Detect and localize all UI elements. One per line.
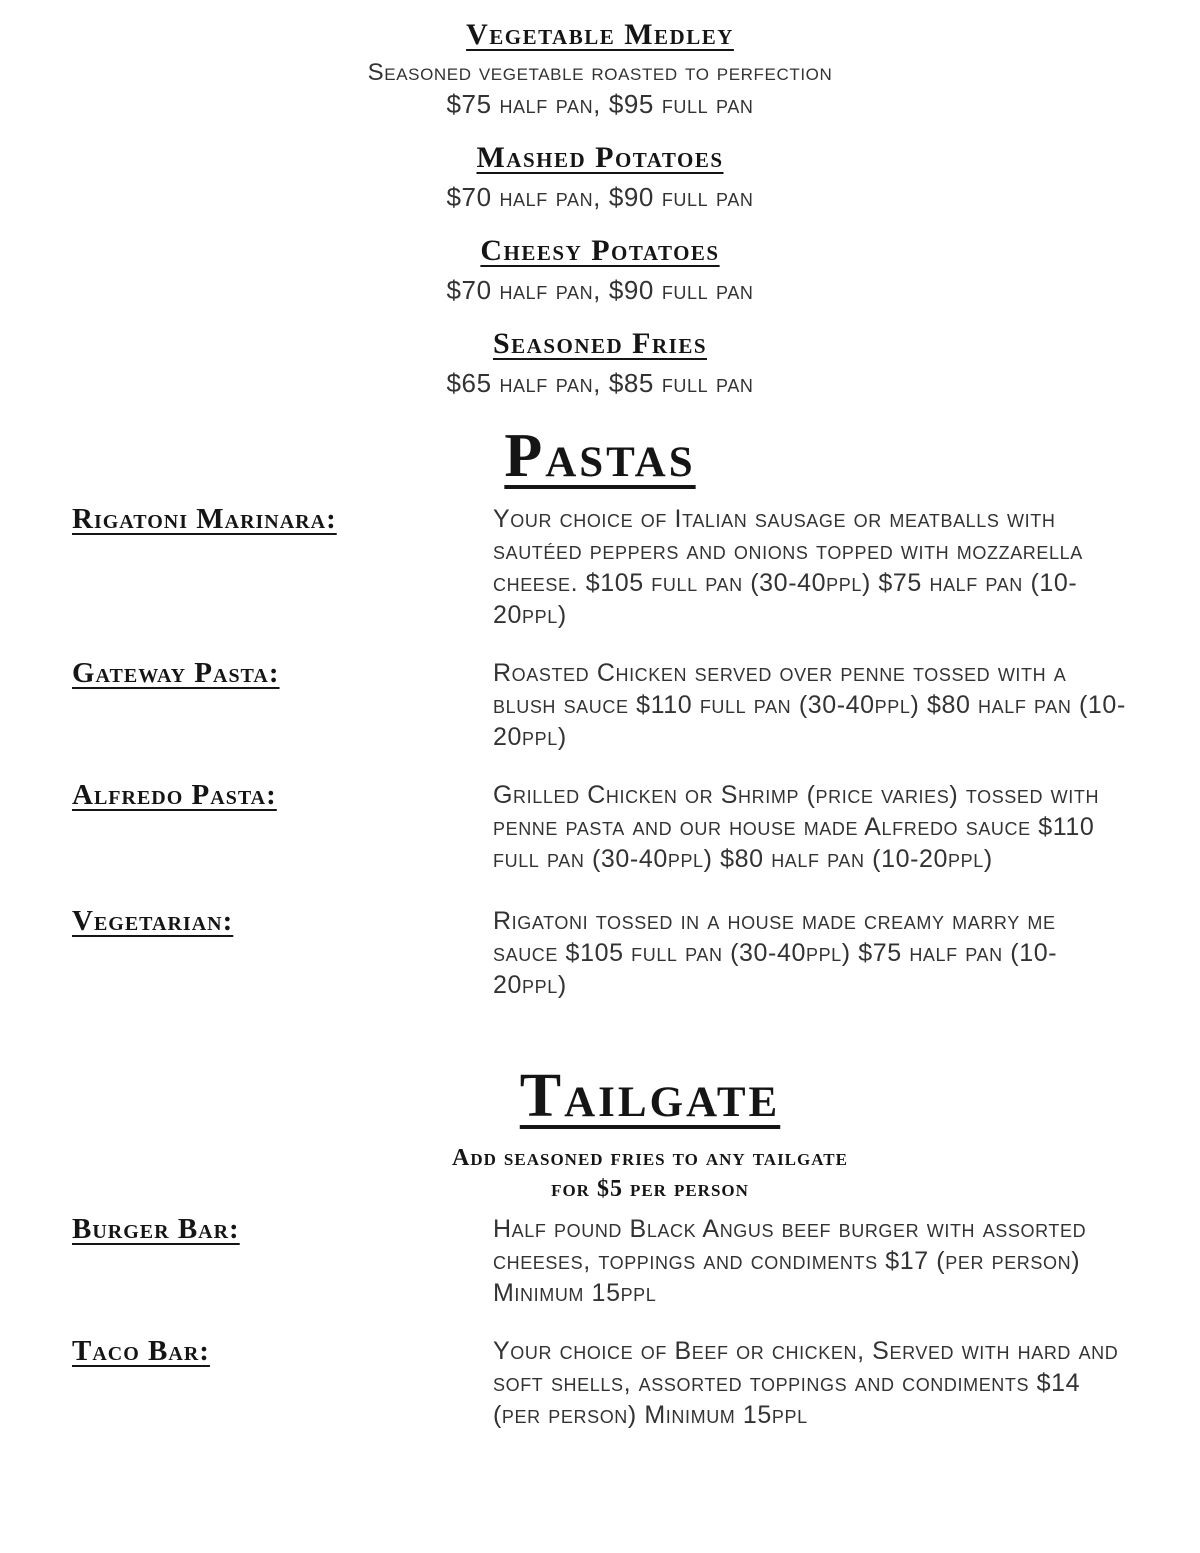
- tailgate-item-taco-bar: [72, 1335, 1128, 1431]
- pastas-heading: [72, 422, 1128, 490]
- side-item-mashed-potatoes: [72, 141, 1128, 213]
- tailgate-heading: [122, 1062, 1178, 1130]
- tailgate-section: [72, 1062, 1128, 1431]
- pasta-item-label: Vegetarian:: [72, 905, 234, 937]
- tailgate-item-label-col: [72, 1335, 493, 1368]
- tailgate-item-label-col: [72, 1213, 493, 1246]
- pasta-item-description: Rigatoni tossed in a house made creamy marry me sauce $105 full pan (30-40ppl) $75 half pan (10-20ppl): [493, 907, 1058, 999]
- side-item-title: Mashed Potatoes: [476, 141, 724, 174]
- pasta-item-description: Roasted Chicken served over penne tossed with a blush sauce $110 full pan (30-40ppl) $80 half pan (10-20ppl): [493, 659, 1126, 751]
- tailgate-item-burger-bar: [72, 1213, 1128, 1309]
- pasta-item-vegetarian: [72, 905, 1128, 1001]
- side-item-title: Vegetable Medley: [466, 18, 734, 51]
- side-item-price: $65 half pan, $85 full pan: [446, 368, 754, 398]
- side-item-vegetable-medley: [72, 18, 1128, 120]
- pastas-section: [72, 422, 1128, 1001]
- tailgate-item-description: Your choice of Beef or chicken, Served with hard and soft shells, assorted toppings and condiments $14 (per person) Minimum 15ppl: [493, 1337, 1119, 1429]
- side-item-name: [72, 234, 1128, 274]
- side-item-name: [72, 18, 1128, 58]
- pasta-item-description: Grilled Chicken or Shrimp (price varies) tossed with penne pasta and our house made Alfredo sauce $110 full pan (30-40ppl) $80 half pan (10-20ppl): [493, 781, 1100, 873]
- pasta-item-label: Alfredo Pasta:: [72, 779, 277, 811]
- side-item-price: $70 half pan, $90 full pan: [446, 275, 754, 305]
- side-item-title: Seasoned Fries: [492, 327, 708, 360]
- side-item-title: Cheesy Potatoes: [480, 234, 720, 267]
- tailgate-heading-text: Tailgate: [519, 1062, 781, 1130]
- tailgate-note-line1: Add seasoned fries to any tailgate: [452, 1145, 848, 1171]
- side-item-description: Seasoned vegetable roasted to perfection: [367, 59, 833, 86]
- sides-section: [72, 18, 1128, 399]
- pasta-item-label: Gateway Pasta:: [72, 657, 280, 689]
- tailgate-item-label: Burger Bar:: [72, 1213, 240, 1245]
- side-item-name: [72, 327, 1128, 367]
- tailgate-item-description: Half pound Black Angus beef burger with assorted cheeses, toppings and condiments $17 (per person) Minimum 15ppl: [493, 1215, 1087, 1307]
- pasta-item-alfredo-pasta: [72, 779, 1128, 875]
- side-item-cheesy-potatoes: [72, 234, 1128, 306]
- side-item-seasoned-fries: [72, 327, 1128, 399]
- pasta-item-gateway-pasta: [72, 657, 1128, 753]
- side-item-name: [72, 141, 1128, 181]
- side-item-price: $70 half pan, $90 full pan: [446, 182, 754, 212]
- pasta-item-label-col: [72, 905, 493, 938]
- pasta-item-label-col: [72, 657, 493, 690]
- pasta-item-description: Your choice of Italian sausage or meatballs with sautéed peppers and onions topped with mozzarella cheese. $105 full pan (30-40ppl) $75 half pan (10-20ppl): [493, 505, 1083, 629]
- tailgate-item-label: Taco Bar:: [72, 1335, 210, 1367]
- pastas-heading-text: Pastas: [504, 422, 696, 490]
- pasta-item-label-col: [72, 503, 493, 536]
- tailgate-note-line2: for $5 per person: [551, 1176, 749, 1202]
- pasta-item-rigatoni-marinara: [72, 503, 1128, 631]
- pasta-item-label-col: [72, 779, 493, 812]
- side-item-price: $75 half pan, $95 full pan: [446, 89, 754, 119]
- tailgate-note: [122, 1143, 1178, 1205]
- pasta-item-label: Rigatoni Marinara:: [72, 503, 337, 535]
